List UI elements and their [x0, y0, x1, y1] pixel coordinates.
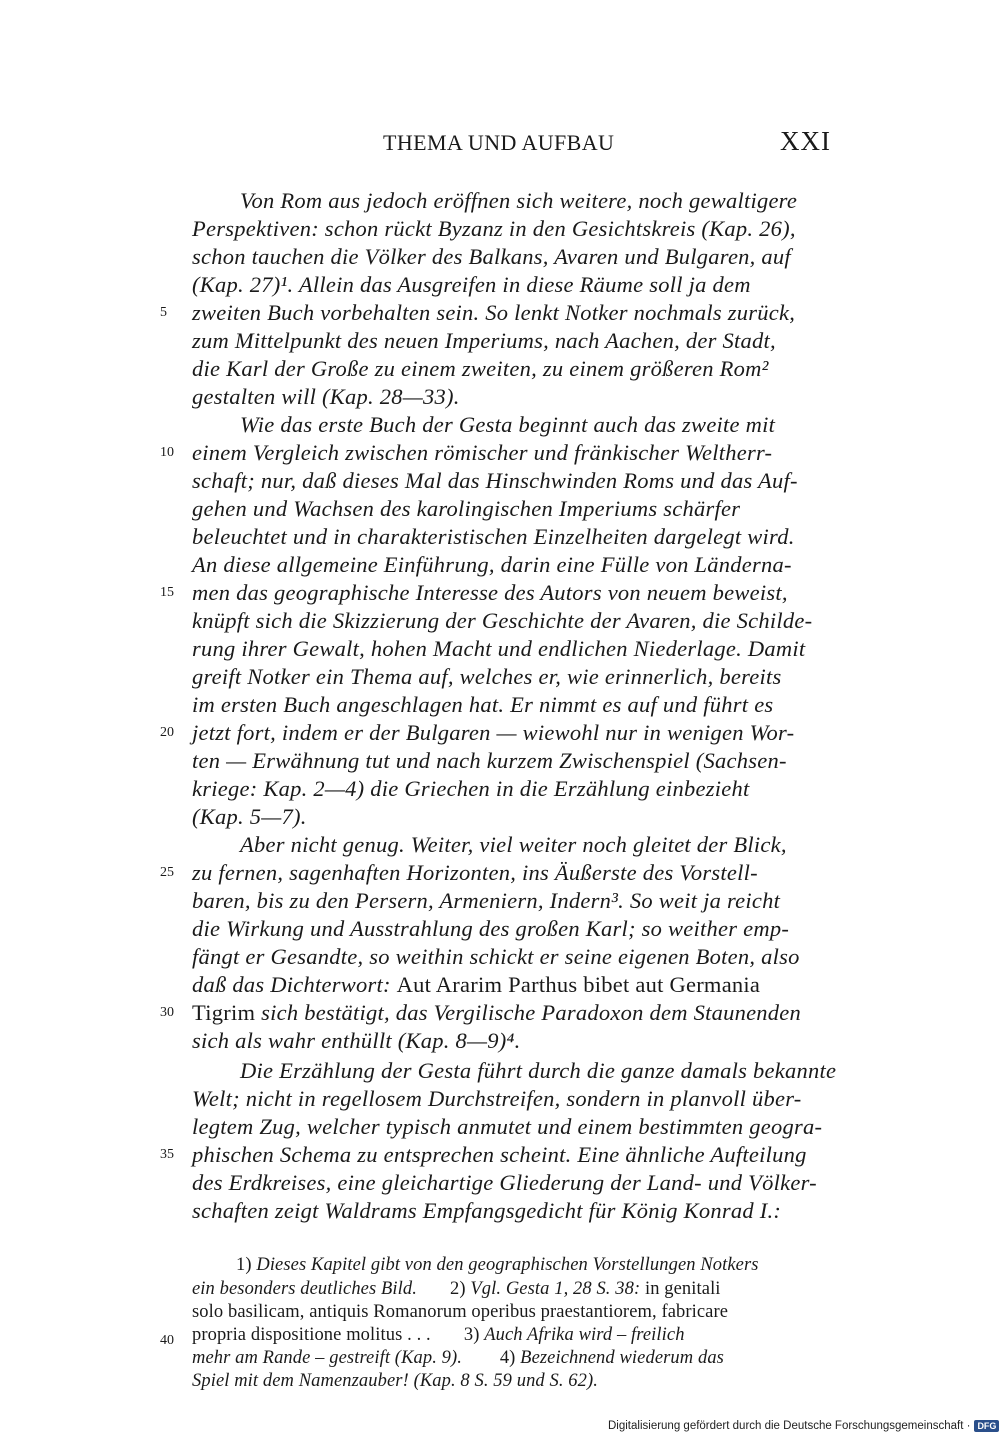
text-line: Wie das erste Buch der Gesta beginnt auch das zweite mit [240, 412, 776, 437]
text-line [192, 1000, 801, 1026]
latin-quotation: Aut Ararim Parthus bibet aut Germania [396, 972, 761, 997]
text-line: greift Notker ein Thema auf, welches er, wie erinnerlich, bereits [192, 664, 782, 689]
text-line: die Karl der Große zu einem zweiten, zu einem größeren Rom² [192, 356, 769, 381]
text-segment: daß das Dichterwort: [192, 972, 391, 997]
text-line: jetzt fort, indem er der Bulgaren — wiewohl nur in wenigen Wor- [192, 720, 795, 745]
line-number: 40 [160, 1333, 174, 1348]
text-line: des Erdkreises, eine gleichartige Gliederung der Land- und Völker- [192, 1170, 817, 1195]
footnote-line [192, 1279, 721, 1300]
text-line: zum Mittelpunkt des neuen Imperiums, nach Aachen, der Stadt, [192, 328, 776, 353]
latin-quotation: Tigrim [192, 1000, 256, 1025]
footnote-line: Spiel mit dem Namenzauber! (Kap. 8 S. 59 und S. 62). [192, 1371, 598, 1391]
footnote-line [192, 1325, 685, 1346]
digitization-credit [608, 1420, 999, 1432]
footnote-text: Bezeichnend wiederum das [520, 1348, 724, 1368]
text-line: (Kap. 27)¹. Allein das Ausgreifen in diese Räume soll ja dem [192, 272, 751, 297]
text-line: sich als wahr enthüllt (Kap. 8—9)⁴. [192, 1028, 521, 1053]
text-line: legtem Zug, welcher typisch anmutet und einem bestimmten geogra- [192, 1114, 823, 1139]
text-line: zweiten Buch vorbehalten sein. So lenkt Notker nochmals zurück, [192, 300, 796, 325]
line-number: 5 [160, 305, 167, 320]
dfg-logo-icon: DFG [974, 1420, 999, 1432]
text-line: An diese allgemeine Einführung, darin eine Fülle von Länderna- [192, 552, 792, 577]
text-line: Die Erzählung der Gesta führt durch die ganze damals bekannte [240, 1058, 837, 1083]
text-line: beleuchtet und in charakteristischen Einzelheiten dargelegt wird. [192, 524, 795, 549]
footnote-text: propria dispositione molitus . . . [192, 1325, 431, 1345]
footnote-text: ein besonders deutliches Bild. [192, 1279, 417, 1299]
text-line [192, 972, 760, 998]
line-number: 35 [160, 1147, 174, 1162]
text-line: men das geographische Interesse des Autors von neuem beweist, [192, 580, 788, 605]
footnote-marker: 4) [499, 1348, 516, 1368]
credit-text: Digitalisierung gefördert durch die Deutsche Forschungsgemeinschaft · [608, 1420, 971, 1432]
footnote-text: in genitali [644, 1279, 721, 1299]
text-line: gehen und Wachsen des karolingischen Imperiums schärfer [192, 496, 741, 521]
text-line: (Kap. 5—7). [192, 804, 307, 829]
text-line: Von Rom aus jedoch eröffnen sich weitere, noch gewaltigere [240, 188, 798, 213]
line-number: 20 [160, 725, 174, 740]
text-line: gestalten will (Kap. 28—33). [192, 384, 460, 409]
footnote-text: Auch Afrika wird – freilich [484, 1325, 685, 1345]
footnote-marker: 2) [450, 1279, 466, 1299]
footnote-marker: 1) [236, 1255, 252, 1275]
text-line: die Wirkung und Ausstrahlung des großen Karl; so weither emp- [192, 916, 790, 941]
text-line: schon tauchen die Völker des Balkans, Avaren und Bulgaren, auf [192, 244, 791, 269]
text-line: schaft; nur, daß dieses Mal das Hinschwinden Roms und das Auf- [192, 468, 798, 493]
text-line: zu fernen, sagenhaften Horizonten, ins Äußerste des Vorstell- [192, 860, 758, 885]
text-line: schaften zeigt Waldrams Empfangsgedicht für König Konrad I.: [192, 1198, 782, 1223]
text-line: baren, bis zu den Persern, Armeniern, Indern³. So weit ja reicht [192, 888, 781, 913]
footnote-line: solo basilicam, antiquis Romanorum operibus praestantiorem, fabricare [192, 1302, 729, 1322]
footnote-line [192, 1348, 724, 1369]
footnote-text: mehr am Rande – gestreift (Kap. 9). [192, 1348, 462, 1368]
text-line: rung ihrer Gewalt, hohen Macht und endlichen Niederlage. Damit [192, 636, 806, 661]
text-line: knüpft sich die Skizzierung der Geschichte der Avaren, die Schilde- [192, 608, 813, 633]
text-line: Aber nicht genug. Weiter, viel weiter noch gleitet der Blick, [240, 832, 787, 857]
line-number: 15 [160, 585, 174, 600]
text-line: Perspektiven: schon rückt Byzanz in den Gesichtskreis (Kap. 26), [192, 216, 796, 241]
text-line: ten — Erwähnung tut und nach kurzem Zwischenspiel (Sachsen- [192, 748, 787, 773]
line-number: 25 [160, 865, 174, 880]
text-line: Welt; nicht in regellosem Durchstreifen, sondern in planvoll über- [192, 1086, 802, 1111]
page-header-title: THEMA UND AUFBAU [383, 130, 615, 155]
text-line: kriege: Kap. 2—4) die Griechen in die Erzählung einbezieht [192, 776, 750, 801]
text-line: fängt er Gesandte, so weithin schickt er seine eigenen Boten, also [192, 944, 800, 969]
line-number: 30 [160, 1005, 174, 1020]
text-line: einem Vergleich zwischen römischer und fränkischer Weltherr- [192, 440, 773, 465]
line-number: 10 [160, 445, 174, 460]
footnote-marker: 3) [463, 1325, 480, 1345]
footnote-text: Vgl. Gesta 1, 28 S. 38: [470, 1279, 641, 1299]
text-line: im ersten Buch angeschlagen hat. Er nimmt es auf und führt es [192, 692, 774, 717]
footnote-line [236, 1255, 759, 1276]
page-number: XXI [780, 126, 831, 156]
footnote-text: Dieses Kapitel gibt von den geographischen Vorstellungen Notkers [256, 1255, 759, 1275]
text-segment: sich bestätigt, das Vergilische Paradoxon dem Staunenden [261, 1000, 802, 1025]
text-line: phischen Schema zu entsprechen scheint. Eine ähnliche Aufteilung [192, 1142, 807, 1167]
